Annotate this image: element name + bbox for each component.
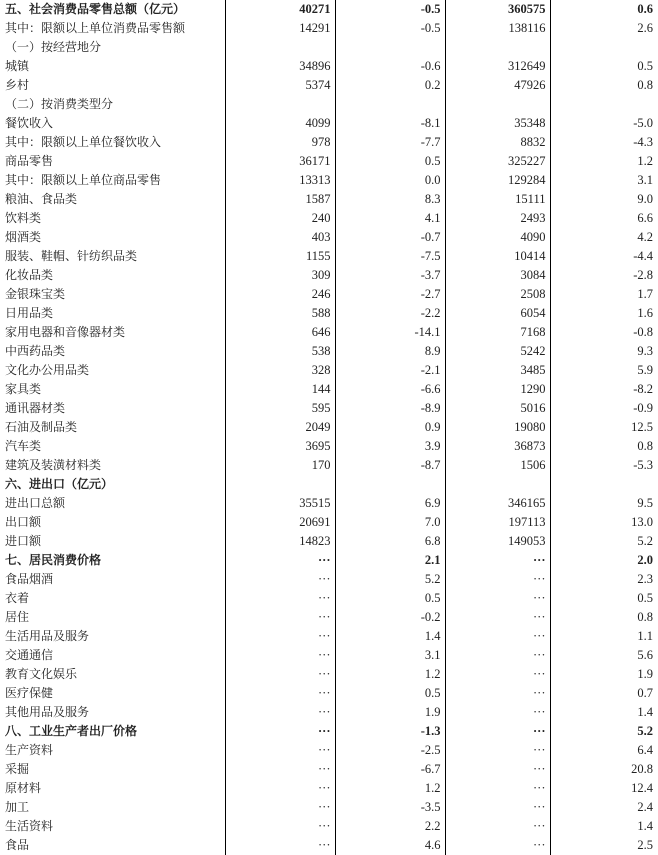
cumulative-value: 47926: [445, 76, 550, 95]
table-row: [1, 266, 657, 285]
current-month-growth: -7.5: [335, 247, 445, 266]
cumulative-value: 36873: [445, 437, 550, 456]
cumulative-growth: -8.2: [633, 382, 653, 396]
cumulative-value: 360575: [445, 0, 550, 19]
current-month-growth: 0.5: [335, 589, 445, 608]
table-row: [1, 494, 657, 513]
current-month-growth: 0.0: [335, 171, 445, 190]
current-month-growth: 2.1: [335, 551, 445, 570]
current-month-value: 20691: [225, 513, 335, 532]
cumulative-growth: -0.9: [633, 401, 653, 415]
current-month-growth: -8.1: [335, 114, 445, 133]
current-month-value: 240: [225, 209, 335, 228]
cumulative-growth: 5.2: [637, 724, 653, 738]
current-month-growth: 0.5: [335, 684, 445, 703]
table-row: [1, 703, 657, 722]
row-label: 中西药品类: [1, 342, 225, 361]
current-month-growth: -0.5: [335, 0, 445, 19]
current-month-value: ···: [225, 779, 335, 798]
cumulative-growth: -5.0: [633, 116, 653, 130]
cumulative-growth: -5.3: [633, 458, 653, 472]
cumulative-value: 4090: [445, 228, 550, 247]
current-month-value: 144: [225, 380, 335, 399]
current-month-growth: -0.5: [335, 19, 445, 38]
cumulative-growth: 2.4: [637, 800, 653, 814]
current-month-value: ···: [225, 836, 335, 855]
cumulative-value: ···: [445, 779, 550, 798]
current-month-value: 309: [225, 266, 335, 285]
table-row: [1, 304, 657, 323]
cumulative-value: 346165: [445, 494, 550, 513]
cumulative-value: 3485: [445, 361, 550, 380]
current-month-value: [225, 475, 335, 494]
cumulative-growth: 13.0: [631, 515, 653, 529]
current-month-growth: -7.7: [335, 133, 445, 152]
row-label: 其中：限额以上单位消费品零售额: [1, 19, 225, 38]
cumulative-growth: 5.9: [637, 363, 653, 377]
cumulative-value: ···: [445, 551, 550, 570]
table-row: [1, 114, 657, 133]
current-month-value: 14291: [225, 19, 335, 38]
current-month-value: 5374: [225, 76, 335, 95]
current-month-value: 403: [225, 228, 335, 247]
current-month-growth: 6.9: [335, 494, 445, 513]
cumulative-value: 6054: [445, 304, 550, 323]
row-label: 居住: [1, 608, 225, 627]
cumulative-value: ···: [445, 798, 550, 817]
cumulative-value: 5242: [445, 342, 550, 361]
current-month-growth: 4.6: [335, 836, 445, 855]
statistics-table: [1, 0, 657, 855]
row-label: 食品烟酒: [1, 570, 225, 589]
current-month-growth: 0.5: [335, 152, 445, 171]
table-row: [1, 760, 657, 779]
row-label: 生活资料: [1, 817, 225, 836]
cumulative-value: 129284: [445, 171, 550, 190]
current-month-value: 34896: [225, 57, 335, 76]
table-row: [1, 209, 657, 228]
table-row: [1, 836, 657, 855]
cumulative-growth: [550, 95, 657, 114]
current-month-growth: -2.2: [335, 304, 445, 323]
current-month-growth: -6.7: [335, 760, 445, 779]
cumulative-value: 312649: [445, 57, 550, 76]
row-label: 生产资料: [1, 741, 225, 760]
cumulative-value: 10414: [445, 247, 550, 266]
row-label: 化妆品类: [1, 266, 225, 285]
table-row: [1, 570, 657, 589]
row-label: 其中：限额以上单位餐饮收入: [1, 133, 225, 152]
section-header-row: [1, 0, 657, 19]
current-month-growth: [335, 95, 445, 114]
current-month-value: ···: [225, 817, 335, 836]
row-label: 采掘: [1, 760, 225, 779]
row-label: 建筑及装潢材料类: [1, 456, 225, 475]
cumulative-value: ···: [445, 570, 550, 589]
cumulative-growth: 9.5: [637, 496, 653, 510]
current-month-growth: 6.8: [335, 532, 445, 551]
row-label: 八、工业生产者出厂价格: [1, 722, 225, 741]
row-label: 食品: [1, 836, 225, 855]
current-month-growth: 0.2: [335, 76, 445, 95]
current-month-value: 36171: [225, 152, 335, 171]
cumulative-growth: -4.3: [633, 135, 653, 149]
current-month-value: ···: [225, 665, 335, 684]
cumulative-growth: 0.5: [637, 59, 653, 73]
current-month-growth: 1.2: [335, 665, 445, 684]
cumulative-value: 19080: [445, 418, 550, 437]
cumulative-value: ···: [445, 817, 550, 836]
table-row: [1, 57, 657, 76]
section-header-row: [1, 722, 657, 741]
cumulative-value: 2508: [445, 285, 550, 304]
row-label: 商品零售: [1, 152, 225, 171]
cumulative-growth: -0.8: [633, 325, 653, 339]
current-month-value: 1587: [225, 190, 335, 209]
current-month-value: ···: [225, 798, 335, 817]
table-row: [1, 456, 657, 475]
cumulative-growth: 1.7: [637, 287, 653, 301]
table-row: [1, 627, 657, 646]
current-month-value: ···: [225, 741, 335, 760]
current-month-growth: -2.5: [335, 741, 445, 760]
row-label: 交通通信: [1, 646, 225, 665]
cumulative-growth: -2.8: [633, 268, 653, 282]
table-row: [1, 361, 657, 380]
cumulative-growth: 9.3: [637, 344, 653, 358]
cumulative-growth: 0.8: [637, 439, 653, 453]
current-month-value: 170: [225, 456, 335, 475]
cumulative-growth: 1.2: [637, 154, 653, 168]
cumulative-value: 7168: [445, 323, 550, 342]
cumulative-value: 138116: [445, 19, 550, 38]
table-row: [1, 532, 657, 551]
row-label: 七、居民消费价格: [1, 551, 225, 570]
row-label: 汽车类: [1, 437, 225, 456]
current-month-value: 646: [225, 323, 335, 342]
cumulative-value: 197113: [445, 513, 550, 532]
cumulative-growth: 2.0: [637, 553, 653, 567]
table-row: [1, 513, 657, 532]
cumulative-value: 5016: [445, 399, 550, 418]
table-row: [1, 418, 657, 437]
row-label: 教育文化娱乐: [1, 665, 225, 684]
table-row: [1, 399, 657, 418]
cumulative-value: 1506: [445, 456, 550, 475]
section-header-row: [1, 551, 657, 570]
cumulative-growth: 0.8: [637, 78, 653, 92]
current-month-growth: 5.2: [335, 570, 445, 589]
current-month-growth: -3.7: [335, 266, 445, 285]
cumulative-growth: 0.6: [637, 2, 653, 16]
current-month-value: 1155: [225, 247, 335, 266]
table-row: [1, 684, 657, 703]
cumulative-growth: 2.3: [637, 572, 653, 586]
table-row: [1, 798, 657, 817]
cumulative-growth: 2.6: [637, 21, 653, 35]
row-label: 五、社会消费品零售总额（亿元）: [1, 0, 225, 19]
row-label: 六、进出口（亿元）: [1, 475, 225, 494]
current-month-growth: 0.9: [335, 418, 445, 437]
current-month-growth: 1.9: [335, 703, 445, 722]
current-month-growth: -3.5: [335, 798, 445, 817]
cumulative-value: [445, 38, 550, 57]
row-label: 餐饮收入: [1, 114, 225, 133]
current-month-value: 3695: [225, 437, 335, 456]
row-label: 饮料类: [1, 209, 225, 228]
current-month-value: 14823: [225, 532, 335, 551]
cumulative-value: 35348: [445, 114, 550, 133]
row-label: （一）按经营地分: [1, 38, 225, 57]
table-row: [1, 817, 657, 836]
cumulative-growth: 2.5: [637, 838, 653, 852]
cumulative-value: ···: [445, 646, 550, 665]
row-label: 通讯器材类: [1, 399, 225, 418]
cumulative-value: ···: [445, 703, 550, 722]
current-month-growth: 1.2: [335, 779, 445, 798]
row-label: 金银珠宝类: [1, 285, 225, 304]
section-header-row: [1, 475, 657, 494]
cumulative-value: ···: [445, 589, 550, 608]
cumulative-growth: 12.5: [631, 420, 653, 434]
row-label: 衣着: [1, 589, 225, 608]
row-label: 家用电器和音像器材类: [1, 323, 225, 342]
current-month-value: ···: [225, 570, 335, 589]
cumulative-value: 8832: [445, 133, 550, 152]
current-month-value: ···: [225, 646, 335, 665]
cumulative-value: 1290: [445, 380, 550, 399]
row-label: 生活用品及服务: [1, 627, 225, 646]
current-month-value: 595: [225, 399, 335, 418]
current-month-growth: [335, 475, 445, 494]
cumulative-growth: 0.5: [637, 591, 653, 605]
current-month-growth: 7.0: [335, 513, 445, 532]
current-month-growth: -0.6: [335, 57, 445, 76]
cumulative-growth: 20.8: [631, 762, 653, 776]
row-label: （二）按消费类型分: [1, 95, 225, 114]
current-month-growth: -0.7: [335, 228, 445, 247]
current-month-value: 538: [225, 342, 335, 361]
row-label: 乡村: [1, 76, 225, 95]
current-month-growth: 3.9: [335, 437, 445, 456]
table-row: [1, 437, 657, 456]
table-row: [1, 228, 657, 247]
table-row: [1, 171, 657, 190]
current-month-value: ···: [225, 760, 335, 779]
current-month-value: 588: [225, 304, 335, 323]
cumulative-growth: 12.4: [631, 781, 653, 795]
table-row: [1, 38, 657, 57]
row-label: 服装、鞋帽、针纺织品类: [1, 247, 225, 266]
row-label: 原材料: [1, 779, 225, 798]
row-label: 日用品类: [1, 304, 225, 323]
cumulative-growth: 6.6: [637, 211, 653, 225]
cumulative-growth: 0.8: [637, 610, 653, 624]
current-month-growth: -1.3: [335, 722, 445, 741]
current-month-value: 13313: [225, 171, 335, 190]
current-month-growth: 4.1: [335, 209, 445, 228]
current-month-value: ···: [225, 551, 335, 570]
cumulative-growth: 1.6: [637, 306, 653, 320]
current-month-value: [225, 95, 335, 114]
cumulative-value: 325227: [445, 152, 550, 171]
current-month-growth: -8.7: [335, 456, 445, 475]
cumulative-value: ···: [445, 836, 550, 855]
cumulative-value: 3084: [445, 266, 550, 285]
row-label: 进出口总额: [1, 494, 225, 513]
cumulative-value: ···: [445, 722, 550, 741]
current-month-value: 40271: [225, 0, 335, 19]
current-month-value: 2049: [225, 418, 335, 437]
statistics-table-body: [1, 0, 657, 855]
current-month-growth: 8.9: [335, 342, 445, 361]
current-month-growth: [335, 38, 445, 57]
table-row: [1, 342, 657, 361]
row-label: 文化办公用品类: [1, 361, 225, 380]
current-month-growth: -2.1: [335, 361, 445, 380]
cumulative-value: ···: [445, 760, 550, 779]
cumulative-value: 149053: [445, 532, 550, 551]
table-row: [1, 741, 657, 760]
current-month-value: [225, 38, 335, 57]
cumulative-value: [445, 475, 550, 494]
row-label: 其他用品及服务: [1, 703, 225, 722]
current-month-value: ···: [225, 703, 335, 722]
table-row: [1, 285, 657, 304]
cumulative-value: 15111: [445, 190, 550, 209]
cumulative-value: ···: [445, 741, 550, 760]
table-row: [1, 247, 657, 266]
row-label: 医疗保健: [1, 684, 225, 703]
row-label: 城镇: [1, 57, 225, 76]
row-label: 粮油、食品类: [1, 190, 225, 209]
table-row: [1, 190, 657, 209]
cumulative-growth: [550, 475, 657, 494]
current-month-value: ···: [225, 627, 335, 646]
cumulative-growth: 1.9: [637, 667, 653, 681]
current-month-value: ···: [225, 589, 335, 608]
cumulative-growth: 5.6: [637, 648, 653, 662]
row-label: 进口额: [1, 532, 225, 551]
cumulative-growth: 1.1: [637, 629, 653, 643]
cumulative-value: ···: [445, 627, 550, 646]
cumulative-growth: 4.2: [637, 230, 653, 244]
cumulative-growth: 1.4: [637, 819, 653, 833]
cumulative-value: [445, 95, 550, 114]
current-month-growth: -6.6: [335, 380, 445, 399]
cumulative-growth: 3.1: [637, 173, 653, 187]
table-row: [1, 152, 657, 171]
table-row: [1, 665, 657, 684]
row-label: 出口额: [1, 513, 225, 532]
table-row: [1, 646, 657, 665]
current-month-value: 4099: [225, 114, 335, 133]
row-label: 家具类: [1, 380, 225, 399]
cumulative-growth: [550, 38, 657, 57]
row-label: 其中：限额以上单位商品零售: [1, 171, 225, 190]
current-month-value: ···: [225, 608, 335, 627]
cumulative-growth: 6.4: [637, 743, 653, 757]
cumulative-value: ···: [445, 665, 550, 684]
table-row: [1, 589, 657, 608]
cumulative-growth: 5.2: [637, 534, 653, 548]
current-month-growth: 2.2: [335, 817, 445, 836]
row-label: 烟酒类: [1, 228, 225, 247]
table-row: [1, 76, 657, 95]
cumulative-value: ···: [445, 608, 550, 627]
current-month-growth: 8.3: [335, 190, 445, 209]
table-row: [1, 779, 657, 798]
current-month-growth: -0.2: [335, 608, 445, 627]
cumulative-growth: 1.4: [637, 705, 653, 719]
row-label: 加工: [1, 798, 225, 817]
table-row: [1, 323, 657, 342]
table-row: [1, 380, 657, 399]
table-row: [1, 133, 657, 152]
current-month-value: 328: [225, 361, 335, 380]
current-month-value: ···: [225, 684, 335, 703]
current-month-growth: -8.9: [335, 399, 445, 418]
cumulative-value: 2493: [445, 209, 550, 228]
table-row: [1, 608, 657, 627]
current-month-growth: -14.1: [335, 323, 445, 342]
table-row: [1, 19, 657, 38]
cumulative-growth: -4.4: [633, 249, 653, 263]
current-month-growth: 3.1: [335, 646, 445, 665]
table-row: [1, 95, 657, 114]
current-month-value: 246: [225, 285, 335, 304]
current-month-value: ···: [225, 722, 335, 741]
current-month-growth: -2.7: [335, 285, 445, 304]
cumulative-growth: 0.7: [637, 686, 653, 700]
row-label: 石油及制品类: [1, 418, 225, 437]
current-month-value: 35515: [225, 494, 335, 513]
cumulative-value: ···: [445, 684, 550, 703]
current-month-growth: 1.4: [335, 627, 445, 646]
current-month-value: 978: [225, 133, 335, 152]
cumulative-growth: 9.0: [637, 192, 653, 206]
